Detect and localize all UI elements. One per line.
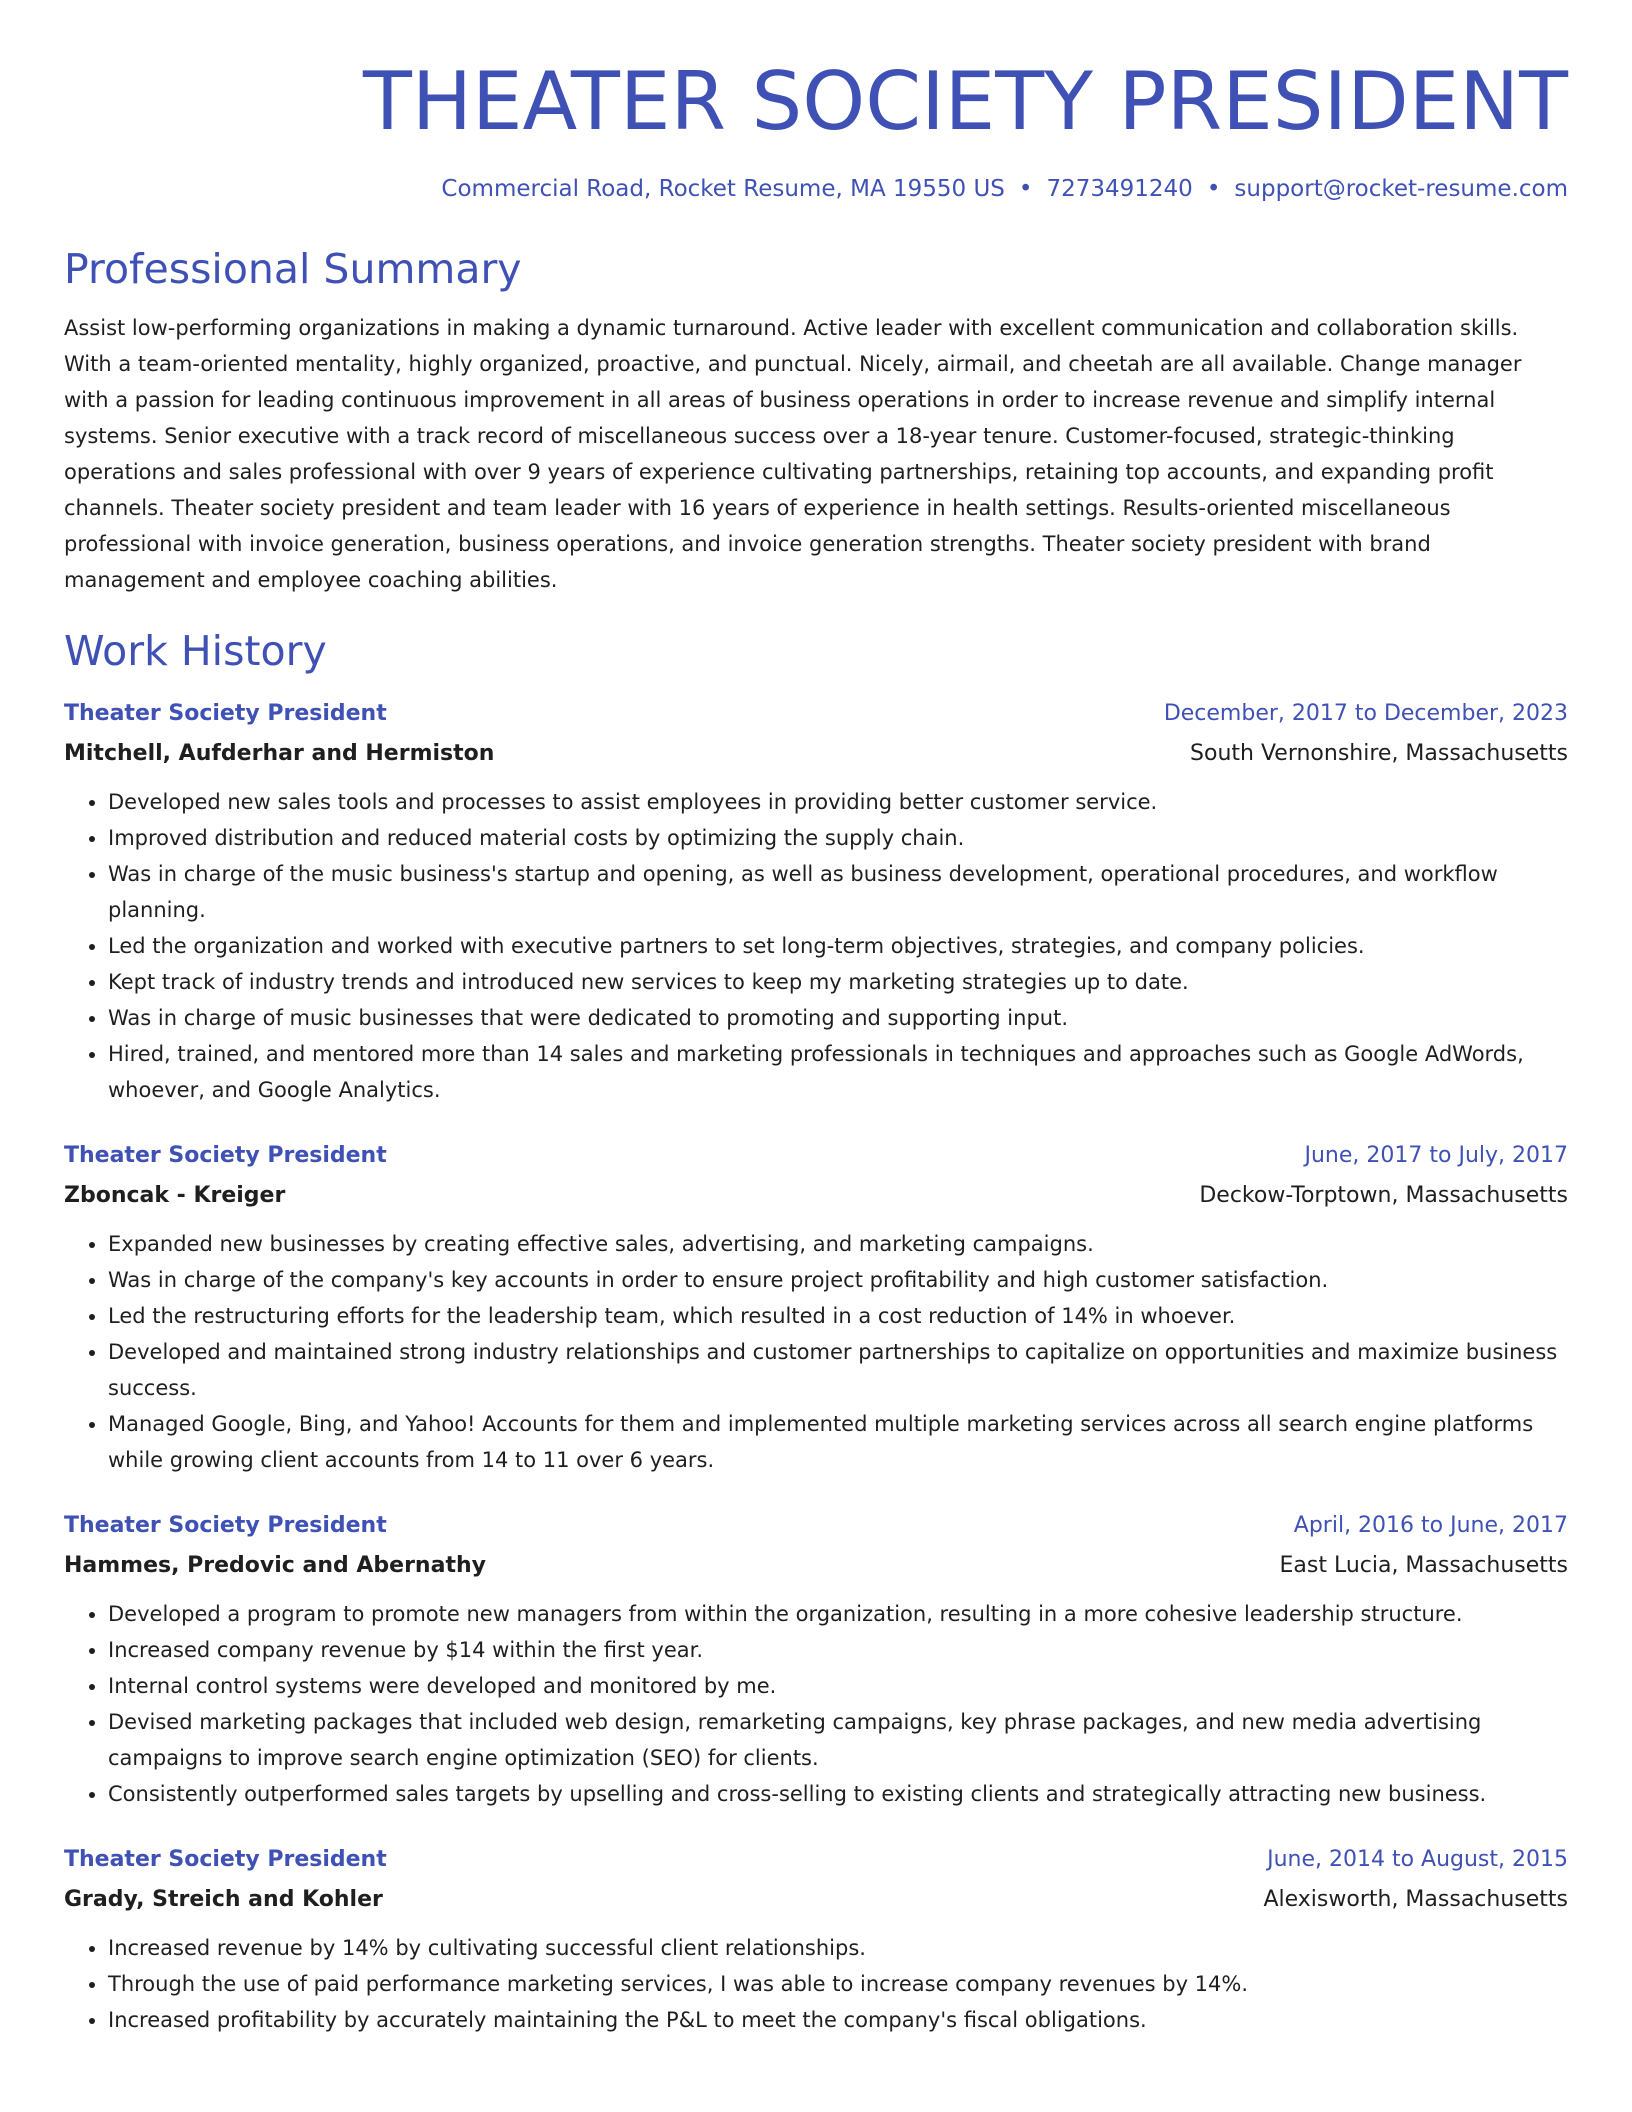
job-bullet: • Internal control systems were developed and monitored by me.	[108, 1668, 1568, 1704]
job-company-row	[64, 1176, 1568, 1216]
contact-separator: •	[1206, 176, 1221, 202]
resume-page	[64, 0, 1568, 2038]
job-bullet: • Was in charge of music businesses that were dedicated to promoting and supporting input.	[108, 1000, 1568, 1036]
job-dates: December, 2017 to December, 2023	[1163, 701, 1568, 726]
job-company: Mitchell, Aufderhar and Hermiston	[64, 741, 495, 766]
job-title: Theater Society President	[64, 701, 387, 726]
job-bullets	[64, 1930, 1568, 2038]
contact-line	[64, 174, 1568, 204]
job-bullet: • Increased company revenue by $14 within the first year.	[108, 1632, 1568, 1668]
summary-heading: Professional Summary	[64, 245, 522, 293]
resume-name-heading: THEATER SOCIETY PRESIDENT	[362, 55, 1568, 148]
job-location: Deckow-Torptown, Massachusetts	[1199, 1183, 1568, 1208]
job-bullet: • Improved distribution and reduced material costs by optimizing the supply chain.	[108, 820, 1568, 856]
job-entry	[64, 694, 1568, 1108]
job-title: Theater Society President	[64, 1143, 387, 1168]
job-company: Zboncak - Kreiger	[64, 1183, 286, 1208]
job-bullet: • Expanded new businesses by creating effective sales, advertising, and marketing campaigns.	[108, 1226, 1568, 1262]
job-dates: June, 2014 to August, 2015	[1267, 1847, 1568, 1872]
job-dates: April, 2016 to June, 2017	[1293, 1513, 1568, 1538]
job-company-row	[64, 1880, 1568, 1920]
job-company: Grady, Streich and Kohler	[64, 1887, 383, 1912]
job-bullets	[64, 784, 1568, 1108]
job-bullet: • Led the organization and worked with executive partners to set long-term objectives, strategies, and company policies.	[108, 928, 1568, 964]
job-header-row	[64, 694, 1568, 734]
job-bullet: • Was in charge of the company's key accounts in order to ensure project profitability and high customer satisfaction.	[108, 1262, 1568, 1298]
job-header-row	[64, 1506, 1568, 1546]
job-entry	[64, 1506, 1568, 1812]
job-title: Theater Society President	[64, 1847, 387, 1872]
job-bullets	[64, 1226, 1568, 1478]
work-history-list	[64, 694, 1568, 2038]
summary-text: Assist low-performing organizations in making a dynamic turnaround. Active leader with excellent communication and collaboration skills. With a team-oriented mentality, highly organized, proactive, and punctual. Nicely, airmail, and cheetah are all available. Change manager with a passion for leading continuous improvement in all areas of business operations in order to increase revenue and simplify internal systems. Senior executive with a track record of miscellaneous success over a 18-year tenure. Customer-focused, strategic-thinking operations and sales professional with over 9 years of experience cultivating partnerships, retaining top accounts, and expanding profit channels. Theater society president and team leader with 16 years of experience in health settings. Results-oriented miscellaneous professional with invoice generation, business operations, and invoice generation strengths. Theater society president with brand management and employee coaching abilities.	[64, 316, 1522, 592]
job-entry	[64, 1840, 1568, 2038]
job-location: Alexisworth, Massachusetts	[1263, 1887, 1568, 1912]
job-bullet: • Devised marketing packages that included web design, remarketing campaigns, key phrase packages, and new media advertising campaigns to improve search engine optimization (SEO) for clients.	[108, 1704, 1568, 1776]
job-company: Hammes, Predovic and Abernathy	[64, 1553, 486, 1578]
job-company-row	[64, 1546, 1568, 1586]
contact-address: Commercial Road, Rocket Resume, MA 19550 US	[441, 176, 1005, 202]
job-entry	[64, 1136, 1568, 1478]
job-location: South Vernonshire, Massachusetts	[1190, 741, 1568, 766]
job-bullet: • Increased revenue by 14% by cultivating successful client relationships.	[108, 1930, 1568, 1966]
job-header-row	[64, 1840, 1568, 1880]
job-company-row	[64, 734, 1568, 774]
job-title: Theater Society President	[64, 1513, 387, 1538]
job-header-row	[64, 1136, 1568, 1176]
contact-separator: •	[1018, 176, 1033, 202]
job-bullet: • Led the restructuring efforts for the leadership team, which resulted in a cost reduction of 14% in whoever.	[108, 1298, 1568, 1334]
job-bullets	[64, 1596, 1568, 1812]
job-dates: June, 2017 to July, 2017	[1304, 1143, 1568, 1168]
contact-email[interactable]: support@rocket-resume.com	[1234, 176, 1568, 202]
job-bullet: • Kept track of industry trends and introduced new services to keep my marketing strategies up to date.	[108, 964, 1568, 1000]
job-bullet: • Increased profitability by accurately maintaining the P&L to meet the company's fiscal obligations.	[108, 2002, 1568, 2038]
job-bullet: • Through the use of paid performance marketing services, I was able to increase company revenues by 14%.	[108, 1966, 1568, 2002]
job-bullet: • Developed and maintained strong industry relationships and customer partnerships to capitalize on opportunities and maximize business success.	[108, 1334, 1568, 1406]
job-bullet: • Managed Google, Bing, and Yahoo! Accounts for them and implemented multiple marketing services across all search engine platforms while growing client accounts from 14 to 11 over 6 years.	[108, 1406, 1568, 1478]
job-bullet: • Developed new sales tools and processes to assist employees in providing better customer service.	[108, 784, 1568, 820]
job-bullet: • Was in charge of the music business's startup and opening, as well as business development, operational procedures, and workflow planning.	[108, 856, 1568, 928]
work-history-heading: Work History	[64, 627, 327, 675]
job-location: East Lucia, Massachusetts	[1279, 1553, 1568, 1578]
job-bullet: • Hired, trained, and mentored more than 14 sales and marketing professionals in techniques and approaches such as Google AdWords, whoever, and Google Analytics.	[108, 1036, 1568, 1108]
job-bullet: • Consistently outperformed sales targets by upselling and cross-selling to existing clients and strategically attracting new business.	[108, 1776, 1568, 1812]
contact-phone: 7273491240	[1046, 176, 1193, 202]
job-bullet: • Developed a program to promote new managers from within the organization, resulting in a more cohesive leadership structure.	[108, 1596, 1568, 1632]
